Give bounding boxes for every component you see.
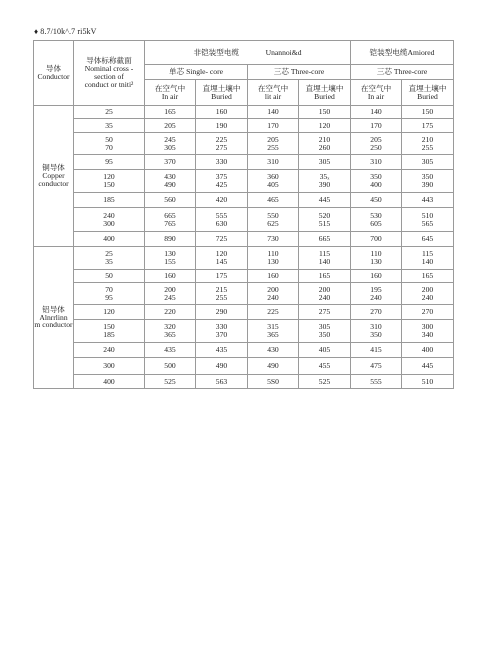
ampacity-value-cell: 200 245 (145, 283, 196, 305)
ampacity-value-cell: 465 (248, 193, 299, 208)
ampacity-value-cell: 120 145 (196, 247, 248, 270)
ampacity-value-cell: 405 (299, 343, 351, 358)
table-row (34, 270, 454, 283)
ampacity-value-cell: 305 350 (299, 320, 351, 343)
ampacity-value-cell: 200 240 (299, 283, 351, 305)
ampacity-value-cell: 725 (196, 232, 248, 247)
ampacity-value-cell: 560 (145, 193, 196, 208)
table-row (34, 320, 454, 343)
ampacity-value-cell: 120 (299, 119, 351, 133)
ampacity-value-cell: 175 (196, 270, 248, 283)
ampacity-value-cell: 165 (145, 106, 196, 119)
ampacity-value-cell: 563 (196, 375, 248, 389)
ampacity-value-cell: 665 (299, 232, 351, 247)
ampacity-value-cell: 190 (196, 119, 248, 133)
ampacity-value-cell: 665 765 (145, 208, 196, 232)
ampacity-value-cell: 435 (145, 343, 196, 358)
table-row (34, 119, 454, 133)
ampacity-value-cell: 275 (299, 305, 351, 320)
ampacity-value-cell: 525 (299, 375, 351, 389)
ampacity-value-cell: 215 255 (196, 283, 248, 305)
buried-header: 直埋土壤中 Buried (196, 80, 248, 106)
cross-section-cell: 25 35 (74, 247, 145, 270)
ampacity-value-cell: 490 (196, 358, 248, 375)
ampacity-value-cell: 165 (402, 270, 454, 283)
ampacity-value-cell: 305 (299, 155, 351, 170)
cross-section-cell: 400 (74, 232, 145, 247)
ampacity-value-cell: 455 (299, 358, 351, 375)
ampacity-value-cell: 205 255 (248, 133, 299, 155)
ampacity-value-cell: 130 155 (145, 247, 196, 270)
ampacity-value-cell: 320 365 (145, 320, 196, 343)
ampacity-value-cell: 115 140 (299, 247, 351, 270)
table-row (34, 170, 454, 193)
ampacity-value-cell: 443 (402, 193, 454, 208)
ampacity-value-cell: 270 (351, 305, 402, 320)
ampacity-value-cell: 225 275 (196, 133, 248, 155)
ampacity-value-cell: 210 260 (299, 133, 351, 155)
ampacity-value-cell: 175 (402, 119, 454, 133)
ampacity-value-cell: 430 490 (145, 170, 196, 193)
ampacity-value-cell: 555 630 (196, 208, 248, 232)
table-row (34, 283, 454, 305)
table-row (34, 247, 454, 270)
cross-section-cell: 50 70 (74, 133, 145, 155)
three-core-header: 三芯 Three-core (248, 65, 351, 80)
ampacity-value-cell: 645 (402, 232, 454, 247)
cross-section-cell: 240 (74, 343, 145, 358)
table-row (34, 343, 454, 358)
ampacity-value-cell: 350 390 (402, 170, 454, 193)
ampacity-value-cell: 330 (196, 155, 248, 170)
header-row-1 (34, 41, 454, 65)
cross-section-cell: 25 (74, 106, 145, 119)
ampacity-value-cell: 420 (196, 193, 248, 208)
ampacity-value-cell: 435 (196, 343, 248, 358)
ampacity-value-cell: 140 (248, 106, 299, 119)
ampacity-value-cell: 550 625 (248, 208, 299, 232)
cross-section-cell: 120 150 (74, 170, 145, 193)
conductor-header: 导体 Conductor (34, 41, 74, 106)
ampacity-value-cell: 375 425 (196, 170, 248, 193)
ampacity-value-cell: 205 250 (351, 133, 402, 155)
table-row (34, 208, 454, 232)
ampacity-value-cell: 5S0 (248, 375, 299, 389)
copper-conductor-label: 铜导体 Copper conductor (34, 106, 74, 247)
ampacity-value-cell: 450 (351, 193, 402, 208)
cross-section-cell: 400 (74, 375, 145, 389)
table-row (34, 193, 454, 208)
ampacity-value-cell: 245 305 (145, 133, 196, 155)
buried-header: 直埋土壤中 Buried (402, 80, 454, 106)
ampacity-value-cell: 150 (299, 106, 351, 119)
ampacity-value-cell: 310 (351, 155, 402, 170)
cross-section-cell: 120 (74, 305, 145, 320)
ampacity-value-cell: 490 (248, 358, 299, 375)
aluminum-conductor-label: 铝导体 Alnrrlinn m conductor (34, 247, 74, 389)
in-air-header: 在空气中 In air (145, 80, 196, 106)
buried-header: 直埋土壤中 Buried (299, 80, 351, 106)
ampacity-value-cell: 305 (402, 155, 454, 170)
ampacity-value-cell: 525 (145, 375, 196, 389)
ampacity-value-cell: 160 (196, 106, 248, 119)
table-row (34, 305, 454, 320)
in-air-header: 在空气中 In air (351, 80, 402, 106)
ampacity-value-cell: 35ₓ 390 (299, 170, 351, 193)
ampacity-value-cell: 330 370 (196, 320, 248, 343)
ampacity-value-cell: 730 (248, 232, 299, 247)
ampacity-value-cell: 530 605 (351, 208, 402, 232)
ampacity-value-cell: 445 (299, 193, 351, 208)
ampacity-table (33, 40, 454, 389)
ampacity-value-cell: 200 240 (402, 283, 454, 305)
ampacity-value-cell: 210 255 (402, 133, 454, 155)
cross-section-cell: 35 (74, 119, 145, 133)
ampacity-value-cell: 160 (351, 270, 402, 283)
ampacity-value-cell: 290 (196, 305, 248, 320)
ampacity-value-cell: 200 240 (248, 283, 299, 305)
ampacity-value-cell: 160 (248, 270, 299, 283)
ampacity-value-cell: 195 240 (351, 283, 402, 305)
ampacity-value-cell: 115 140 (402, 247, 454, 270)
ampacity-value-cell: 510 565 (402, 208, 454, 232)
ampacity-value-cell: 415 (351, 343, 402, 358)
table-row (34, 106, 454, 119)
table-row (34, 375, 454, 389)
ampacity-value-cell: 350 400 (351, 170, 402, 193)
ampacity-value-cell: 140 (351, 106, 402, 119)
copper-section (34, 106, 454, 247)
cross-section-cell: 300 (74, 358, 145, 375)
ampacity-value-cell: 445 (402, 358, 454, 375)
aluminum-section (34, 247, 454, 389)
ampacity-value-cell: 170 (248, 119, 299, 133)
cross-section-cell: 185 (74, 193, 145, 208)
ampacity-value-cell: 700 (351, 232, 402, 247)
cross-section-cell: 95 (74, 155, 145, 170)
ampacity-value-cell: 500 (145, 358, 196, 375)
ampacity-value-cell: 160 (145, 270, 196, 283)
ampacity-value-cell: 300 340 (402, 320, 454, 343)
table-row (34, 155, 454, 170)
ampacity-value-cell: 220 (145, 305, 196, 320)
cross-section-cell: 150 185 (74, 320, 145, 343)
unarmored-header: 非铠装型电缆 Unannoi&d (145, 41, 351, 65)
ampacity-value-cell: 225 (248, 305, 299, 320)
ampacity-value-cell: 150 (402, 106, 454, 119)
table-row (34, 133, 454, 155)
in-air-header: 在空气中 lit air (248, 80, 299, 106)
table-row (34, 232, 454, 247)
ampacity-value-cell: 475 (351, 358, 402, 375)
ampacity-value-cell: 110 130 (351, 247, 402, 270)
ampacity-value-cell: 400 (402, 343, 454, 358)
cross-section-cell: 70 95 (74, 283, 145, 305)
single-core-header: 单芯 Single- core (145, 65, 248, 80)
ampacity-value-cell: 315 365 (248, 320, 299, 343)
cross-section-cell: 240 300 (74, 208, 145, 232)
ampacity-value-cell: 110 130 (248, 247, 299, 270)
ampacity-value-cell: 430 (248, 343, 299, 358)
ampacity-value-cell: 370 (145, 155, 196, 170)
ampacity-value-cell: 520 515 (299, 208, 351, 232)
cross-section-header: 导体标称截面 Nominal cross - section of conduct or tniti² (74, 41, 145, 106)
ampacity-value-cell: 890 (145, 232, 196, 247)
ampacity-value-cell: 165 (299, 270, 351, 283)
armored-header: 铠装型电缆Amiored (351, 41, 454, 65)
armored-three-core-header: 三芯 Three-core (351, 65, 454, 80)
ampacity-value-cell: 205 (145, 119, 196, 133)
table-row (34, 358, 454, 375)
ampacity-value-cell: 555 (351, 375, 402, 389)
ampacity-value-cell: 170 (351, 119, 402, 133)
document-header: ♦ 8.7/10k^.7 ri5kV (34, 27, 97, 36)
cross-section-cell: 50 (74, 270, 145, 283)
ampacity-value-cell: 310 (248, 155, 299, 170)
ampacity-value-cell: 510 (402, 375, 454, 389)
ampacity-value-cell: 310 350 (351, 320, 402, 343)
ampacity-value-cell: 270 (402, 305, 454, 320)
ampacity-value-cell: 360 405 (248, 170, 299, 193)
